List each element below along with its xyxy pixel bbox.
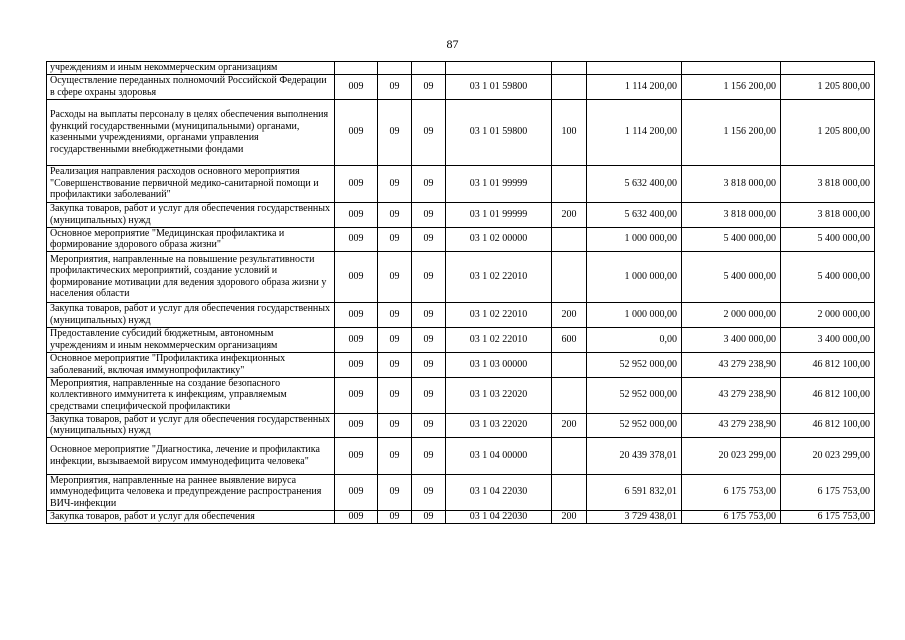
target-article-cell: 03 1 02 22010 <box>446 302 552 327</box>
ministry-code-cell <box>335 62 378 75</box>
table-row <box>47 62 875 75</box>
row-name-cell: Закупка товаров, работ и услуг для обеспечения <box>47 510 335 523</box>
row-name-cell: Реализация направления расходов основного мероприятия "Совершенствование первичной медико-санитарной помощи и профилактики заболеваний" <box>47 165 335 202</box>
expense-type-cell <box>552 352 587 377</box>
row-name-cell: Мероприятия, направленные на создание безопасного коллективного иммунитета к инфекциям, управляемым средствами специфической профилактики <box>47 377 335 413</box>
amount-year-1-cell: 6 591 832,01 <box>587 474 682 510</box>
subsection-code-cell: 09 <box>412 202 446 227</box>
section-code-cell: 09 <box>378 202 412 227</box>
section-code-cell: 09 <box>378 352 412 377</box>
amount-year-1-cell: 52 952 000,00 <box>587 413 682 437</box>
ministry-code-cell: 009 <box>335 165 378 202</box>
target-article-cell: 03 1 03 22020 <box>446 377 552 413</box>
amount-year-1-cell: 1 000 000,00 <box>587 251 682 302</box>
ministry-code-cell: 009 <box>335 74 378 99</box>
expense-type-cell <box>552 74 587 99</box>
table-row <box>47 227 875 251</box>
target-article-cell: 03 1 04 22030 <box>446 474 552 510</box>
table-row <box>47 474 875 510</box>
expense-type-cell <box>552 62 587 75</box>
amount-year-2-cell: 43 279 238,90 <box>682 377 781 413</box>
ministry-code-cell: 009 <box>335 99 378 165</box>
amount-year-3-cell: 5 400 000,00 <box>781 251 875 302</box>
table-row <box>47 165 875 202</box>
amount-year-3-cell: 1 205 800,00 <box>781 99 875 165</box>
ministry-code-cell: 009 <box>335 251 378 302</box>
subsection-code-cell: 09 <box>412 74 446 99</box>
ministry-code-cell: 009 <box>335 352 378 377</box>
amount-year-2-cell: 5 400 000,00 <box>682 227 781 251</box>
ministry-code-cell: 009 <box>335 413 378 437</box>
amount-year-2-cell: 1 156 200,00 <box>682 74 781 99</box>
amount-year-1-cell <box>587 62 682 75</box>
subsection-code-cell: 09 <box>412 413 446 437</box>
target-article-cell: 03 1 04 00000 <box>446 437 552 474</box>
amount-year-3-cell: 46 812 100,00 <box>781 413 875 437</box>
target-article-cell: 03 1 02 22010 <box>446 251 552 302</box>
row-name-cell: Мероприятия, направленные на раннее выявление вируса иммунодефицита человека и предупреждение распространения ВИЧ-инфекции <box>47 474 335 510</box>
amount-year-3-cell: 1 205 800,00 <box>781 74 875 99</box>
amount-year-3-cell: 3 400 000,00 <box>781 327 875 352</box>
table-row <box>47 302 875 327</box>
amount-year-2-cell <box>682 62 781 75</box>
subsection-code-cell: 09 <box>412 352 446 377</box>
amount-year-2-cell: 5 400 000,00 <box>682 251 781 302</box>
amount-year-2-cell: 3 818 000,00 <box>682 165 781 202</box>
section-code-cell: 09 <box>378 327 412 352</box>
section-code-cell: 09 <box>378 510 412 523</box>
subsection-code-cell: 09 <box>412 165 446 202</box>
amount-year-3-cell: 46 812 100,00 <box>781 377 875 413</box>
table-row <box>47 352 875 377</box>
amount-year-2-cell: 43 279 238,90 <box>682 352 781 377</box>
amount-year-1-cell: 0,00 <box>587 327 682 352</box>
target-article-cell: 03 1 01 59800 <box>446 99 552 165</box>
subsection-code-cell: 09 <box>412 327 446 352</box>
section-code-cell: 09 <box>378 99 412 165</box>
amount-year-2-cell: 6 175 753,00 <box>682 474 781 510</box>
expense-type-cell: 200 <box>552 302 587 327</box>
expense-type-cell: 600 <box>552 327 587 352</box>
table-row <box>47 413 875 437</box>
section-code-cell: 09 <box>378 227 412 251</box>
row-name-cell: Основное мероприятие "Профилактика инфекционных заболеваний, включая иммунопрофилактику" <box>47 352 335 377</box>
row-name-cell: Закупка товаров, работ и услуг для обеспечения государственных (муниципальных) нужд <box>47 302 335 327</box>
row-name-cell: Закупка товаров, работ и услуг для обеспечения государственных (муниципальных) нужд <box>47 413 335 437</box>
amount-year-1-cell: 1 114 200,00 <box>587 74 682 99</box>
amount-year-2-cell: 1 156 200,00 <box>682 99 781 165</box>
section-code-cell: 09 <box>378 302 412 327</box>
target-article-cell: 03 1 04 22030 <box>446 510 552 523</box>
section-code-cell: 09 <box>378 377 412 413</box>
row-name-cell: Основное мероприятие "Медицинская профилактика и формирование здорового образа жизни" <box>47 227 335 251</box>
row-name-cell: Основное мероприятие "Диагностика, лечение и профилактика инфекции, вызываемой вирусом иммунодефицита человека" <box>47 437 335 474</box>
amount-year-1-cell: 20 439 378,01 <box>587 437 682 474</box>
expense-type-cell <box>552 437 587 474</box>
amount-year-3-cell: 6 175 753,00 <box>781 510 875 523</box>
ministry-code-cell: 009 <box>335 327 378 352</box>
subsection-code-cell: 09 <box>412 377 446 413</box>
subsection-code-cell: 09 <box>412 302 446 327</box>
expense-type-cell: 200 <box>552 202 587 227</box>
section-code-cell: 09 <box>378 165 412 202</box>
ministry-code-cell: 009 <box>335 474 378 510</box>
target-article-cell: 03 1 02 00000 <box>446 227 552 251</box>
page-number: 87 <box>446 37 459 51</box>
row-name-cell: учреждениям и иным некоммерческим организациям <box>47 62 335 75</box>
section-code-cell: 09 <box>378 413 412 437</box>
row-name-cell: Мероприятия, направленные на повышение результативности профилактических мероприятий, создание условий и формирование мотивации для ведения здорового образа жизни у населения области <box>47 251 335 302</box>
expense-type-cell: 200 <box>552 510 587 523</box>
row-name-cell: Расходы на выплаты персоналу в целях обеспечения выполнения функций государственными (муниципальными) органами, казенными учреждениями, органами управления государственными внебюджетными фондами <box>47 99 335 165</box>
amount-year-3-cell <box>781 62 875 75</box>
row-name-cell: Предоставление субсидий бюджетным, автономным учреждениям и иным некоммерческим организациям <box>47 327 335 352</box>
amount-year-2-cell: 3 400 000,00 <box>682 327 781 352</box>
amount-year-1-cell: 1 114 200,00 <box>587 99 682 165</box>
table-row <box>47 327 875 352</box>
budget-table <box>46 61 875 524</box>
target-article-cell: 03 1 01 99999 <box>446 202 552 227</box>
subsection-code-cell: 09 <box>412 437 446 474</box>
amount-year-1-cell: 5 632 400,00 <box>587 202 682 227</box>
amount-year-2-cell: 6 175 753,00 <box>682 510 781 523</box>
subsection-code-cell <box>412 62 446 75</box>
table-row <box>47 510 875 523</box>
amount-year-3-cell: 5 400 000,00 <box>781 227 875 251</box>
section-code-cell: 09 <box>378 437 412 474</box>
subsection-code-cell: 09 <box>412 474 446 510</box>
amount-year-2-cell: 20 023 299,00 <box>682 437 781 474</box>
subsection-code-cell: 09 <box>412 510 446 523</box>
ministry-code-cell: 009 <box>335 227 378 251</box>
expense-type-cell: 100 <box>552 99 587 165</box>
section-code-cell <box>378 62 412 75</box>
ministry-code-cell: 009 <box>335 202 378 227</box>
ministry-code-cell: 009 <box>335 377 378 413</box>
amount-year-2-cell: 43 279 238,90 <box>682 413 781 437</box>
amount-year-2-cell: 3 818 000,00 <box>682 202 781 227</box>
amount-year-3-cell: 20 023 299,00 <box>781 437 875 474</box>
amount-year-2-cell: 2 000 000,00 <box>682 302 781 327</box>
table-row <box>47 202 875 227</box>
section-code-cell: 09 <box>378 74 412 99</box>
table-row <box>47 74 875 99</box>
expense-type-cell <box>552 474 587 510</box>
expense-type-cell <box>552 377 587 413</box>
row-name-cell: Осуществление переданных полномочий Российской Федерации в сфере охраны здоровья <box>47 74 335 99</box>
table-row <box>47 99 875 165</box>
section-code-cell: 09 <box>378 474 412 510</box>
subsection-code-cell: 09 <box>412 251 446 302</box>
row-name-cell: Закупка товаров, работ и услуг для обеспечения государственных (муниципальных) нужд <box>47 202 335 227</box>
amount-year-1-cell: 5 632 400,00 <box>587 165 682 202</box>
expense-type-cell <box>552 227 587 251</box>
target-article-cell <box>446 62 552 75</box>
amount-year-3-cell: 3 818 000,00 <box>781 202 875 227</box>
amount-year-1-cell: 52 952 000,00 <box>587 377 682 413</box>
amount-year-3-cell: 6 175 753,00 <box>781 474 875 510</box>
table-row <box>47 437 875 474</box>
expense-type-cell: 200 <box>552 413 587 437</box>
table-row <box>47 377 875 413</box>
amount-year-1-cell: 1 000 000,00 <box>587 227 682 251</box>
amount-year-1-cell: 52 952 000,00 <box>587 352 682 377</box>
amount-year-1-cell: 1 000 000,00 <box>587 302 682 327</box>
ministry-code-cell: 009 <box>335 510 378 523</box>
target-article-cell: 03 1 03 00000 <box>446 352 552 377</box>
subsection-code-cell: 09 <box>412 227 446 251</box>
expense-type-cell <box>552 165 587 202</box>
amount-year-3-cell: 3 818 000,00 <box>781 165 875 202</box>
target-article-cell: 03 1 01 59800 <box>446 74 552 99</box>
expense-type-cell <box>552 251 587 302</box>
target-article-cell: 03 1 01 99999 <box>446 165 552 202</box>
ministry-code-cell: 009 <box>335 437 378 474</box>
ministry-code-cell: 009 <box>335 302 378 327</box>
section-code-cell: 09 <box>378 251 412 302</box>
subsection-code-cell: 09 <box>412 99 446 165</box>
table-row <box>47 251 875 302</box>
amount-year-1-cell: 3 729 438,01 <box>587 510 682 523</box>
amount-year-3-cell: 2 000 000,00 <box>781 302 875 327</box>
target-article-cell: 03 1 03 22020 <box>446 413 552 437</box>
target-article-cell: 03 1 02 22010 <box>446 327 552 352</box>
amount-year-3-cell: 46 812 100,00 <box>781 352 875 377</box>
